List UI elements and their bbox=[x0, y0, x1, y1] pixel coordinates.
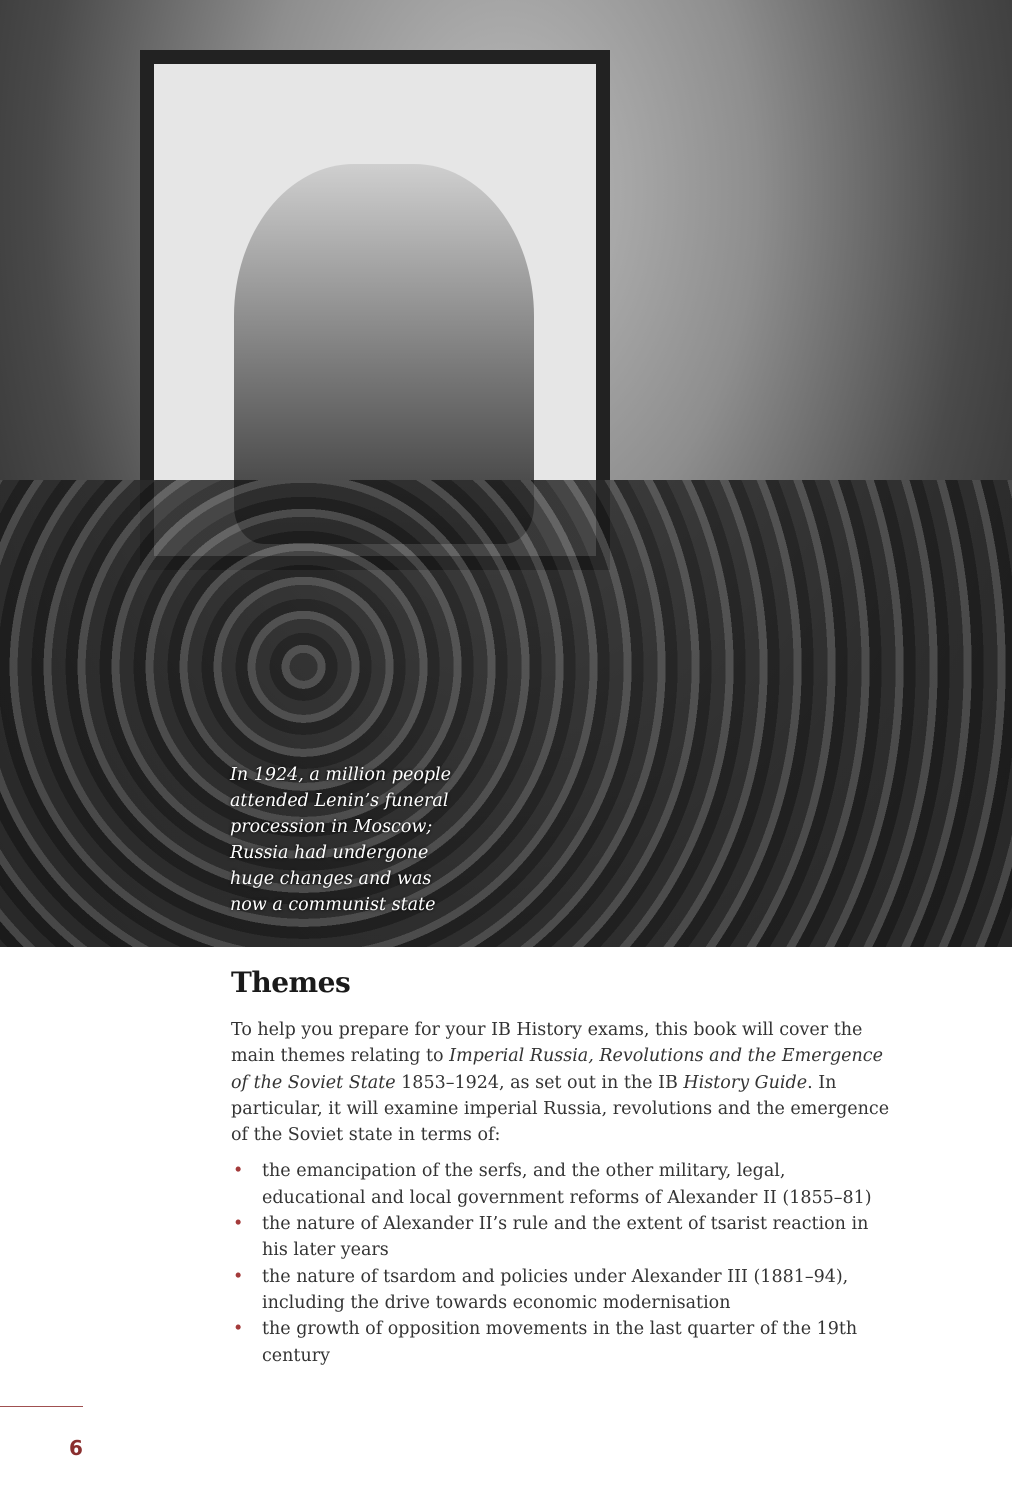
list-item-text: the nature of Alexander II’s rule and the extent of tsarist reaction in his later years bbox=[262, 1214, 869, 1261]
list-item bbox=[231, 1264, 891, 1317]
section-body bbox=[231, 1017, 891, 1369]
caption-line: now a communist state bbox=[230, 895, 436, 915]
list-item bbox=[231, 1158, 891, 1211]
themes-list bbox=[231, 1158, 891, 1368]
caption-line: procession in Moscow; bbox=[230, 817, 433, 837]
caption-line: attended Lenin’s funeral bbox=[230, 791, 449, 811]
list-item bbox=[231, 1211, 891, 1264]
photo-caption bbox=[230, 762, 451, 918]
list-item-text: the nature of tsardom and policies under Alexander III (1881–94), including the drive towards economic modernisation bbox=[262, 1266, 849, 1313]
list-item bbox=[231, 1316, 891, 1369]
text: . In particular, it will examine imperial Russia, revolutions and the emergence of the Soviet state in terms of: bbox=[231, 1072, 890, 1146]
bullet-icon: • bbox=[233, 1319, 244, 1340]
crowd-image bbox=[0, 480, 1012, 947]
intro-paragraph bbox=[231, 1017, 891, 1148]
bullet-icon: • bbox=[233, 1161, 244, 1182]
list-item-text: the growth of opposition movements in the last quarter of the 19th century bbox=[262, 1319, 858, 1366]
guide-title: History Guide bbox=[683, 1072, 808, 1093]
caption-line: Russia had undergone bbox=[230, 843, 429, 863]
section-heading: Themes bbox=[231, 966, 351, 999]
caption-line: In 1924, a million people bbox=[230, 765, 452, 785]
bullet-icon: • bbox=[233, 1214, 244, 1235]
book-title: Imperial Russia, Revolutions and the Emergence of the Soviet State bbox=[231, 1046, 883, 1093]
text: 1853–1924, as set out in the IB bbox=[395, 1072, 684, 1093]
caption-line: huge changes and was bbox=[230, 869, 432, 889]
list-item-text: the emancipation of the serfs, and the other military, legal, educational and local government reforms of Alexander II (1855–81) bbox=[262, 1161, 872, 1208]
page-number: 6 bbox=[69, 1436, 83, 1460]
bullet-icon: • bbox=[233, 1266, 244, 1287]
text: To help you prepare for your IB History exams, this book will cover the main themes relating to bbox=[231, 1020, 863, 1067]
footer-rule bbox=[0, 1406, 83, 1407]
